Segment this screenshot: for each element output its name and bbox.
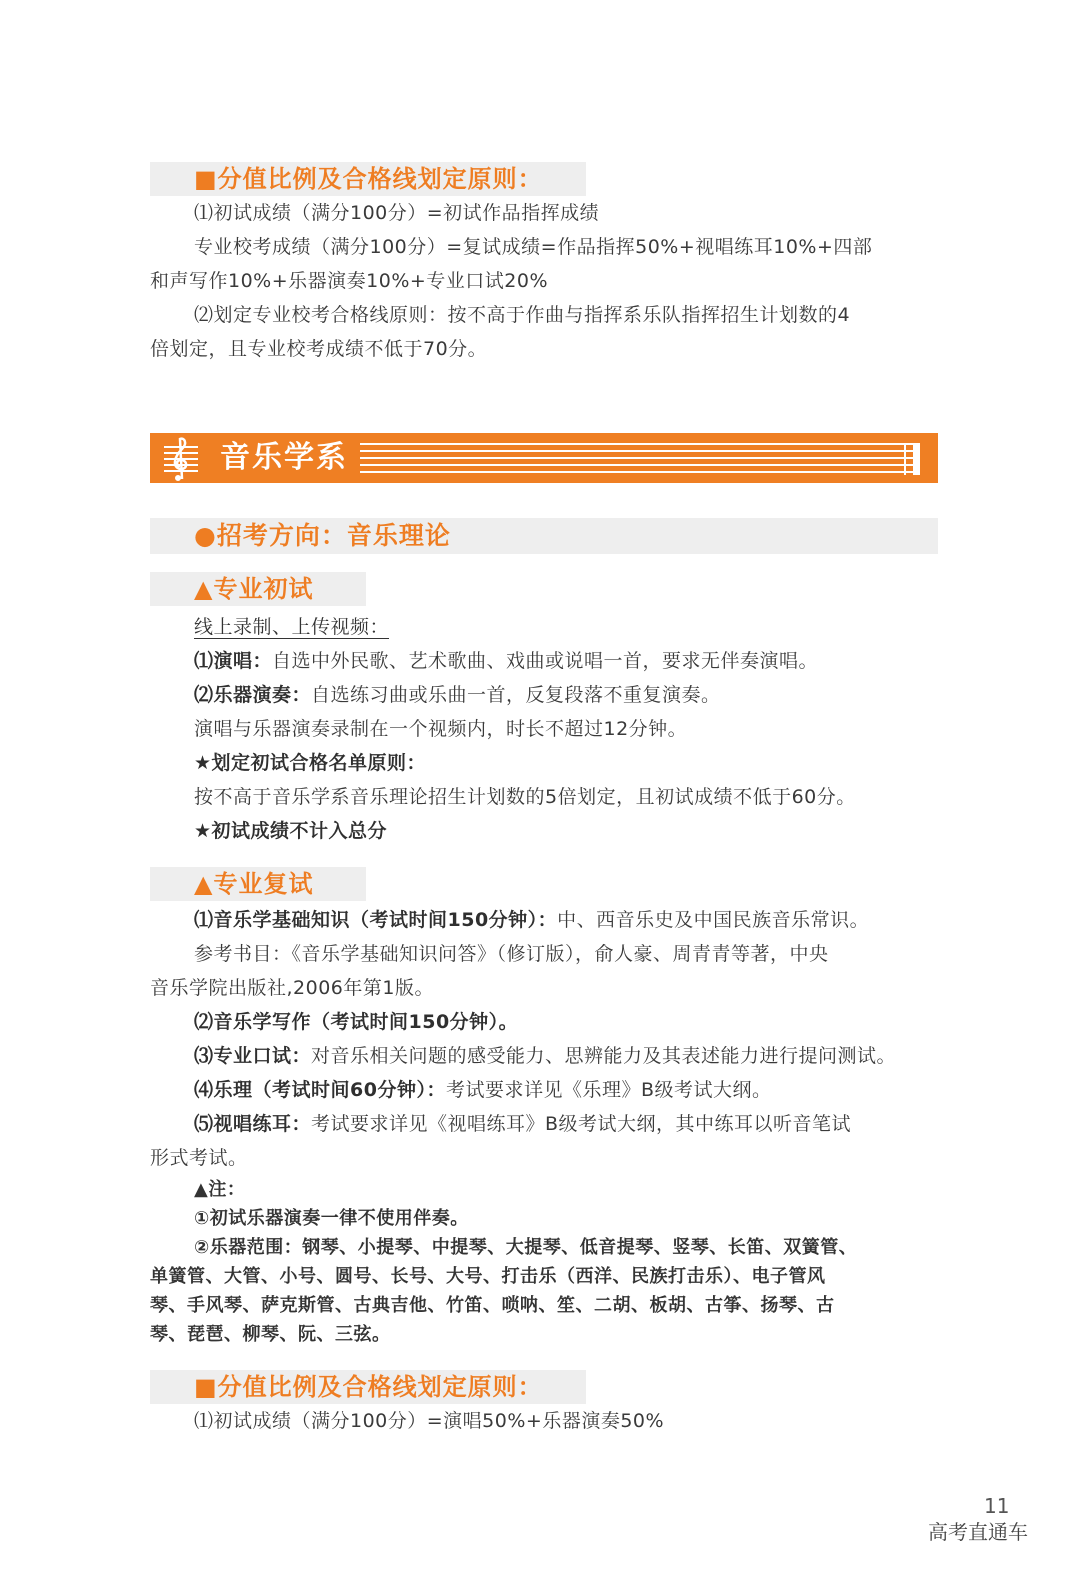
section-heading-scoring-top: ■分值比例及合格线划定原则： — [150, 162, 586, 196]
direction-heading: ●招考方向：音乐理论 — [150, 518, 938, 554]
music-staff-decoration — [360, 443, 920, 475]
online-upload-label: 线上录制、上传视频： — [194, 616, 390, 638]
note-item-continued: 琴、琵琶、柳琴、阮、三弦。 — [150, 1324, 391, 1345]
department-banner — [150, 433, 938, 483]
item-label: ⑷乐理（考试时间60分钟）： — [194, 1079, 446, 1101]
paragraph: 演唱与乐器演奏录制在一个视频内，时长不超过12分钟。 — [194, 718, 688, 740]
notes-block — [150, 1175, 940, 1349]
note-item: ②乐器范围：钢琴、小提琴、中提琴、大提琴、低音提琴、竖琴、长笛、双簧管、 — [194, 1237, 858, 1258]
item-text: 自选中外民歌、艺术歌曲、戏曲或说唱一首，要求无伴奏演唱。 — [272, 650, 819, 672]
paragraph-continued: 形式考试。 — [150, 1147, 248, 1169]
item-label: ⑶专业口试： — [194, 1045, 312, 1067]
item-label: ⑴音乐学基础知识（考试时间150分钟）： — [194, 909, 558, 931]
item-text: 考试要求详见《乐理》B级考试大纲。 — [445, 1079, 772, 1101]
paragraph: 参考书目：《音乐学基础知识问答》（修订版），俞人豪、周青青等著，中央 — [194, 943, 829, 965]
section-heading-scoring-bottom: ■分值比例及合格线划定原则： — [150, 1370, 586, 1404]
paragraph: 按不高于音乐学系音乐理论招生计划数的5倍划定，且初试成绩不低于60分。 — [194, 786, 856, 808]
item-text: 考试要求详见《视唱练耳》B级考试大纲，其中练耳以听音笔试 — [311, 1113, 852, 1135]
paragraph: ⑴初试成绩（满分100分）=演唱50%+乐器演奏50% — [194, 1410, 665, 1432]
initial-exam-heading: ▲专业初试 — [150, 572, 366, 606]
watermark-text: 高考直通车 — [928, 1520, 1028, 1544]
second-exam-body — [150, 903, 940, 1175]
item-text: 对音乐相关问题的感受能力、思辨能力及其表述能力进行提问测试。 — [311, 1045, 897, 1067]
note-title: ▲注： — [194, 1179, 246, 1200]
initial-exam-body — [150, 610, 940, 848]
item-text: 自选练习曲或乐曲一首，反复段落不重复演奏。 — [311, 684, 721, 706]
note-item-continued: 琴、手风琴、萨克斯管、古典吉他、竹笛、唢呐、笙、二胡、板胡、古筝、扬琴、古 — [150, 1295, 835, 1316]
treble-clef-icon — [160, 435, 200, 481]
page-number: 11 — [984, 1494, 1010, 1518]
note-item-continued: 单簧管、大管、小号、圆号、长号、大号、打击乐（西洋、民族打击乐）、电子管风 — [150, 1266, 826, 1287]
not-counted-note: ★初试成绩不计入总分 — [194, 820, 388, 842]
paragraph: ⑵划定专业校考合格线原则：按不高于作曲与指挥系乐队指挥招生计划数的4 — [194, 304, 851, 326]
rule-label: ★划定初试合格名单原则： — [194, 752, 427, 774]
item-text: 中、西音乐史及中国民族音乐常识。 — [557, 909, 870, 931]
scoring-top-body — [150, 196, 940, 366]
item-label: ⑵乐器演奏： — [194, 684, 312, 706]
paragraph-continued: 倍划定，且专业校考成绩不低于70分。 — [150, 338, 488, 360]
item-label: ⑴演唱： — [194, 650, 273, 672]
paragraph-continued: 和声写作10%+乐器演奏10%+专业口试20% — [150, 270, 549, 292]
paragraph: 专业校考成绩（满分100分）=复试成绩=作品指挥50%+视唱练耳10%+四部 — [194, 236, 873, 258]
item-label: ⑸视唱练耳： — [194, 1113, 312, 1135]
paragraph: ⑴初试成绩（满分100分）=初试作品指挥成绩 — [194, 202, 600, 224]
department-title: 音乐学系 — [220, 440, 348, 475]
second-exam-heading: ▲专业复试 — [150, 867, 366, 901]
paragraph-continued: 音乐学院出版社,2006年第1版。 — [150, 977, 434, 999]
item-label: ⑵音乐学写作（考试时间150分钟）。 — [194, 1011, 519, 1033]
note-item: ①初试乐器演奏一律不使用伴奏。 — [194, 1208, 469, 1229]
scoring-bottom-body — [150, 1404, 940, 1438]
